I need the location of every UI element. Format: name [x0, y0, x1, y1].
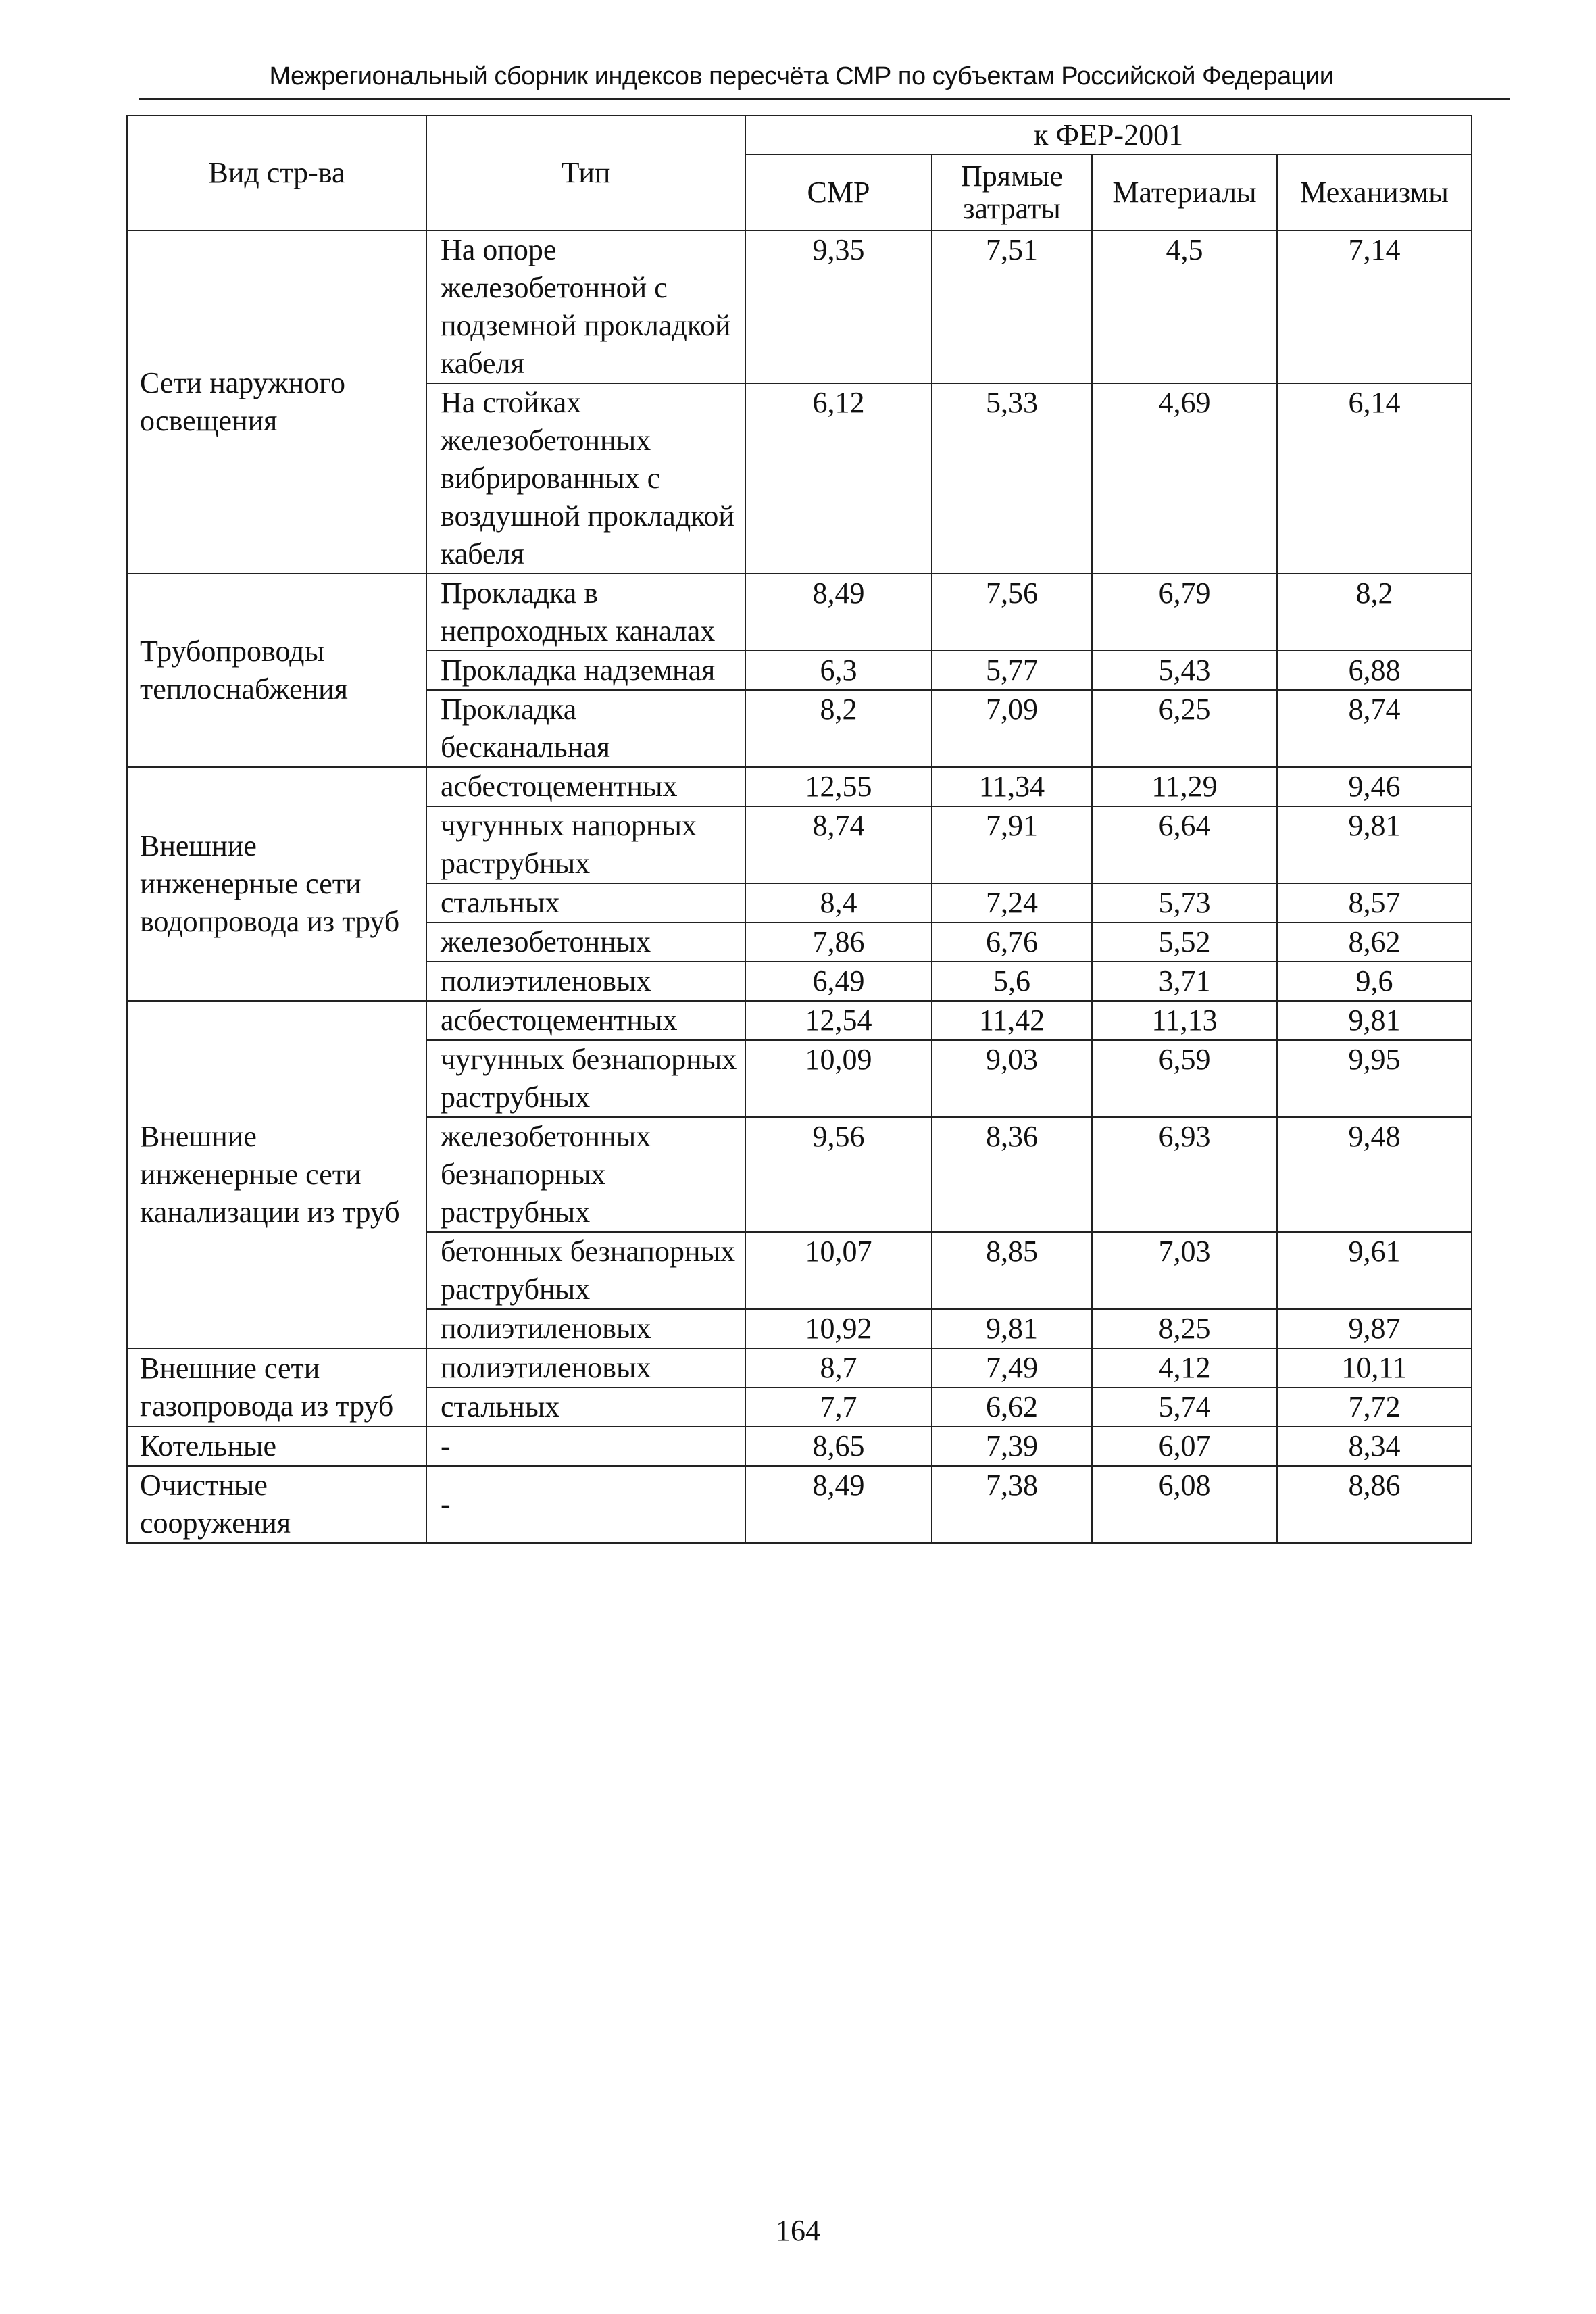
machines-value-cell: 9,87	[1277, 1309, 1472, 1348]
table-row	[127, 1427, 1472, 1466]
direct-value-cell: 11,34	[932, 767, 1092, 806]
materials-value-cell: 6,08	[1092, 1466, 1277, 1543]
type-cell: -	[426, 1427, 745, 1466]
type-cell: Прокладка бесканальная	[426, 690, 745, 767]
machines-value-cell: 9,81	[1277, 806, 1472, 883]
direct-value-cell: 7,09	[932, 690, 1092, 767]
type-cell: асбестоцементных	[426, 767, 745, 806]
direct-value-cell: 7,56	[932, 574, 1092, 651]
col-header-kind: Вид стр-ва	[127, 116, 426, 230]
type-cell: асбестоцементных	[426, 1001, 745, 1040]
col-header-materials: Материалы	[1092, 155, 1277, 230]
direct-value-cell: 7,24	[932, 883, 1092, 922]
machines-value-cell: 7,72	[1277, 1387, 1472, 1427]
materials-value-cell: 4,12	[1092, 1348, 1277, 1387]
table-body	[127, 230, 1472, 1543]
smr-value-cell: 12,55	[745, 767, 932, 806]
machines-value-cell: 8,57	[1277, 883, 1472, 922]
construction-kind-cell: Котельные	[127, 1427, 426, 1466]
materials-value-cell: 5,73	[1092, 883, 1277, 922]
machines-value-cell: 9,6	[1277, 962, 1472, 1001]
machines-value-cell: 8,34	[1277, 1427, 1472, 1466]
page-number: 164	[776, 2214, 820, 2247]
type-cell: чугунных напорных раструбных	[426, 806, 745, 883]
machines-value-cell: 6,14	[1277, 383, 1472, 574]
table-row	[127, 574, 1472, 651]
table-row	[127, 1001, 1472, 1040]
smr-value-cell: 10,07	[745, 1232, 932, 1309]
col-header-machines: Механизмы	[1277, 155, 1472, 230]
smr-value-cell: 8,7	[745, 1348, 932, 1387]
machines-value-cell: 8,86	[1277, 1466, 1472, 1543]
smr-value-cell: 10,92	[745, 1309, 932, 1348]
smr-value-cell: 7,86	[745, 922, 932, 962]
machines-value-cell: 10,11	[1277, 1348, 1472, 1387]
col-header-type: Тип	[426, 116, 745, 230]
type-cell: полиэтиленовых	[426, 1348, 745, 1387]
table-head	[127, 116, 1472, 230]
smr-value-cell: 6,12	[745, 383, 932, 574]
smr-value-cell: 10,09	[745, 1040, 932, 1117]
direct-value-cell: 8,85	[932, 1232, 1092, 1309]
type-cell: Прокладка надземная	[426, 651, 745, 690]
materials-value-cell: 5,43	[1092, 651, 1277, 690]
type-cell: полиэтиленовых	[426, 1309, 745, 1348]
construction-kind-cell: Трубопроводы теплоснабжения	[127, 574, 426, 767]
materials-value-cell: 4,69	[1092, 383, 1277, 574]
direct-value-cell: 6,76	[932, 922, 1092, 962]
machines-value-cell: 8,2	[1277, 574, 1472, 651]
materials-value-cell: 11,13	[1092, 1001, 1277, 1040]
machines-value-cell: 6,88	[1277, 651, 1472, 690]
materials-value-cell: 4,5	[1092, 230, 1277, 383]
type-cell: стальных	[426, 883, 745, 922]
direct-value-cell: 9,81	[932, 1309, 1092, 1348]
index-table	[126, 115, 1472, 1544]
smr-value-cell: 6,49	[745, 962, 932, 1001]
materials-value-cell: 7,03	[1092, 1232, 1277, 1309]
materials-value-cell: 8,25	[1092, 1309, 1277, 1348]
type-cell: Прокладка в непроходных каналах	[426, 574, 745, 651]
direct-value-cell: 5,77	[932, 651, 1092, 690]
smr-value-cell: 8,74	[745, 806, 932, 883]
smr-value-cell: 7,7	[745, 1387, 932, 1427]
direct-value-cell: 6,62	[932, 1387, 1092, 1427]
smr-value-cell: 8,4	[745, 883, 932, 922]
materials-value-cell: 6,59	[1092, 1040, 1277, 1117]
machines-value-cell: 9,61	[1277, 1232, 1472, 1309]
smr-value-cell: 6,3	[745, 651, 932, 690]
smr-value-cell: 8,2	[745, 690, 932, 767]
materials-value-cell: 6,64	[1092, 806, 1277, 883]
direct-value-cell: 5,33	[932, 383, 1092, 574]
smr-value-cell: 8,49	[745, 574, 932, 651]
direct-value-cell: 7,51	[932, 230, 1092, 383]
machines-value-cell: 9,46	[1277, 767, 1472, 806]
table-row	[127, 1466, 1472, 1543]
materials-value-cell: 3,71	[1092, 962, 1277, 1001]
construction-kind-cell: Сети наружного освещения	[127, 230, 426, 574]
construction-kind-cell: Внешние инженерные сети канализации из труб	[127, 1001, 426, 1348]
construction-kind-cell: Очистные сооружения	[127, 1466, 426, 1543]
direct-value-cell: 9,03	[932, 1040, 1092, 1117]
type-cell: На опоре железобетонной с подземной прокладкой кабеля	[426, 230, 745, 383]
materials-value-cell: 6,93	[1092, 1117, 1277, 1232]
type-cell: полиэтиленовых	[426, 962, 745, 1001]
type-cell: стальных	[426, 1387, 745, 1427]
type-cell: железобетонных	[426, 922, 745, 962]
direct-value-cell: 7,49	[932, 1348, 1092, 1387]
smr-value-cell: 8,49	[745, 1466, 932, 1543]
col-header-direct: Прямые затраты	[932, 155, 1092, 230]
smr-value-cell: 8,65	[745, 1427, 932, 1466]
machines-value-cell: 8,62	[1277, 922, 1472, 962]
smr-value-cell: 9,56	[745, 1117, 932, 1232]
direct-value-cell: 5,6	[932, 962, 1092, 1001]
direct-value-cell: 7,39	[932, 1427, 1092, 1466]
machines-value-cell: 8,74	[1277, 690, 1472, 767]
table-row	[127, 230, 1472, 383]
type-cell: бетонных безнапорных раструбных	[426, 1232, 745, 1309]
materials-value-cell: 11,29	[1092, 767, 1277, 806]
running-header: Межрегиональный сборник индексов пересчёта СМР по субъектам Российской Федерации	[269, 62, 1334, 91]
direct-value-cell: 7,91	[932, 806, 1092, 883]
materials-value-cell: 5,74	[1092, 1387, 1277, 1427]
machines-value-cell: 7,14	[1277, 230, 1472, 383]
materials-value-cell: 6,07	[1092, 1427, 1277, 1466]
materials-value-cell: 6,25	[1092, 690, 1277, 767]
direct-value-cell: 8,36	[932, 1117, 1092, 1232]
direct-value-cell: 7,38	[932, 1466, 1092, 1543]
smr-value-cell: 12,54	[745, 1001, 932, 1040]
col-header-group: к ФЕР-2001	[745, 116, 1472, 155]
machines-value-cell: 9,95	[1277, 1040, 1472, 1117]
smr-value-cell: 9,35	[745, 230, 932, 383]
materials-value-cell: 6,79	[1092, 574, 1277, 651]
machines-value-cell: 9,48	[1277, 1117, 1472, 1232]
construction-kind-cell: Внешние инженерные сети водопровода из труб	[127, 767, 426, 1001]
header-rule	[139, 98, 1510, 100]
machines-value-cell: 9,81	[1277, 1001, 1472, 1040]
type-cell: железобетонных безнапорных раструбных	[426, 1117, 745, 1232]
table-row	[127, 1348, 1472, 1387]
materials-value-cell: 5,52	[1092, 922, 1277, 962]
type-cell: -	[426, 1466, 745, 1543]
type-cell: На стойках железобетонных вибрированных с воздушной прокладкой кабеля	[426, 383, 745, 574]
direct-value-cell: 11,42	[932, 1001, 1092, 1040]
table-row	[127, 767, 1472, 806]
col-header-smr: СМР	[745, 155, 932, 230]
construction-kind-cell: Внешние сети газопровода из труб	[127, 1348, 426, 1427]
type-cell: чугунных безнапорных раструбных	[426, 1040, 745, 1117]
